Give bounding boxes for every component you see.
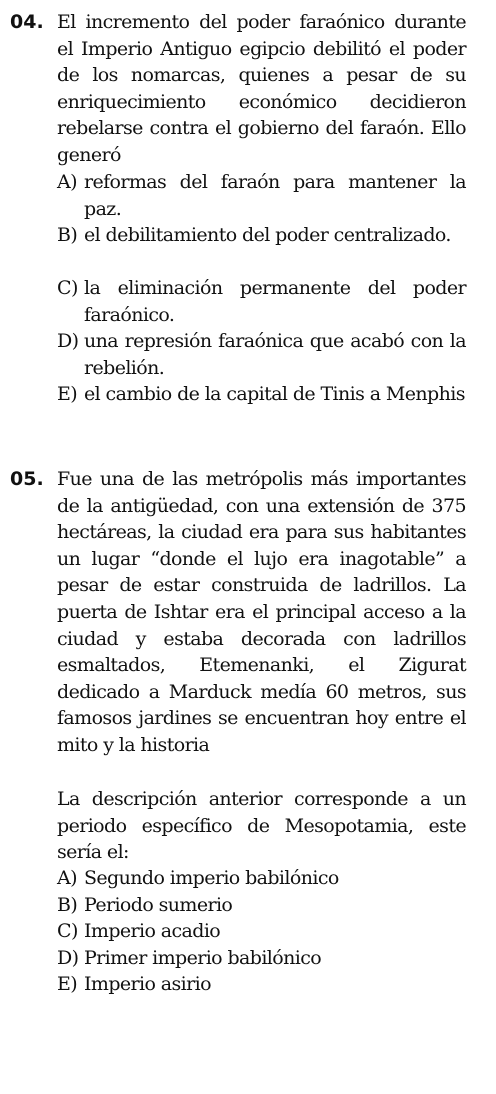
option-letter: B) — [57, 893, 78, 916]
option-text: Imperio asirio — [84, 973, 211, 996]
question-stem: El incremento del poder faraónico durante el Imperio Antiguo egipcio debilitó el poder de los nomarcas, quienes a pesar de su enriquecimiento económico decidieron rebelarse contra el gobierno del faraón. Ello generó — [57, 11, 466, 166]
option-letter: B) — [57, 224, 78, 246]
option-letter: C) — [57, 277, 78, 299]
option-text: una represión faraónica que acabó con la rebelión. — [84, 330, 466, 379]
option-text: Primer imperio babilónico — [84, 946, 322, 969]
option-text: Imperio acadio — [84, 920, 221, 943]
option-text: Periodo sumerio — [84, 893, 233, 916]
question-number: 05. — [10, 468, 44, 490]
option-text: el cambio de la capital de Tinis a Menphis — [84, 383, 465, 405]
option-letter: C) — [57, 920, 78, 943]
option-text: el debilitamiento del poder centralizado. — [84, 224, 451, 246]
option-letter: E) — [57, 973, 78, 996]
option-text: Segundo imperio babilónico — [84, 867, 339, 889]
option-letter: D) — [57, 330, 79, 352]
question-stem: Fue una de las metrópolis más importantes de la antigüedad, con una extensión de 375 hectáreas, la ciudad era para sus habitantes un lugar “donde el lujo era inagotable” a pesar de estar construida de ladrillos. La puerta de Ishtar era el principal acceso a la ciudad y estaba decorada con ladrillos esmaltados, Etemenanki, el Zigurat dedicado a Marduck medía 60 metros, sus famosos jardines se encuentran hoy entre el mito y la historia — [57, 468, 466, 756]
option-letter: E) — [57, 383, 78, 405]
option-letter: D) — [57, 946, 79, 969]
option-letter: A) — [57, 867, 77, 889]
question-prompt: La descripción anterior corresponde a un periodo específico de Mesopotamia, este sería el: — [57, 788, 466, 864]
option-letter: A) — [57, 171, 77, 193]
question-number: 04. — [10, 11, 44, 33]
option-text: la eliminación permanente del poder faraónico. — [84, 277, 466, 326]
option-text: reformas del faraón para mantener la paz. — [84, 171, 466, 220]
